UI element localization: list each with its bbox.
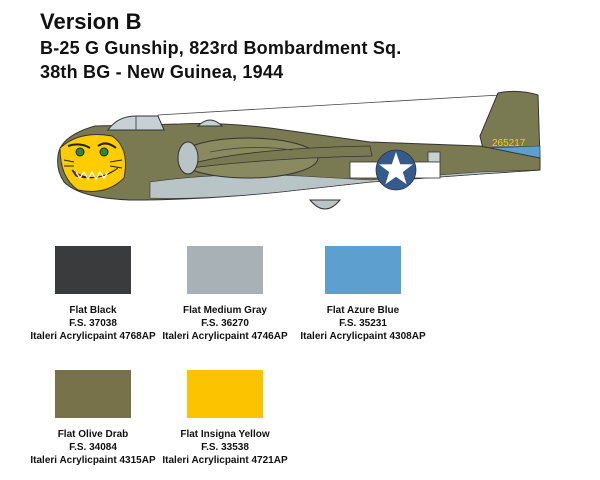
engine-cowling — [178, 142, 198, 174]
tail-serial: 265217 — [492, 138, 526, 149]
italeri-paint-code: Italeri Acrylicpaint 4768AP — [30, 331, 156, 342]
color-swatch — [55, 370, 131, 418]
title-block — [40, 8, 401, 84]
swatch-card-flat-olive-drab — [18, 370, 168, 467]
swatch-card-flat-azure-blue — [288, 246, 438, 343]
italeri-paint-code: Italeri Acrylicpaint 4746AP — [162, 331, 288, 342]
color-swatch — [325, 246, 401, 294]
swatch-card-flat-insigna-yellow — [150, 370, 300, 467]
fs-number: F.S. 37038 — [69, 318, 117, 329]
version-title: Version B — [40, 9, 142, 34]
color-swatch — [187, 246, 263, 294]
top-turret — [198, 120, 222, 126]
paint-name: Flat Medium Gray — [183, 305, 267, 316]
paint-name: Flat Insigna Yellow — [180, 429, 270, 440]
swatch-card-flat-black — [18, 246, 168, 343]
fs-number: F.S. 34084 — [69, 442, 117, 453]
ventral-gondola — [310, 200, 340, 209]
aircraft-subtitle: B-25 G Gunship, 823rd Bombardment Sq. — [40, 38, 402, 58]
color-swatch — [187, 370, 263, 418]
color-swatch — [55, 246, 131, 294]
unit-location-subtitle: 38th BG - New Guinea, 1944 — [40, 62, 284, 82]
paint-name: Flat Azure Blue — [326, 305, 400, 316]
fs-number: F.S. 36270 — [201, 318, 249, 329]
waist-window — [428, 152, 440, 162]
paint-name: Flat Olive Drab — [57, 429, 129, 440]
paint-name: Flat Black — [69, 305, 117, 316]
fs-number: F.S. 33538 — [201, 442, 249, 453]
tiger-nose-art — [60, 135, 126, 192]
swatch-card-flat-medium-gray — [150, 246, 300, 343]
aircraft-profile-illustration — [40, 86, 560, 236]
antenna-wire — [158, 95, 500, 115]
fs-number: F.S. 35231 — [339, 318, 387, 329]
italeri-paint-code: Italeri Acrylicpaint 4721AP — [162, 455, 288, 466]
italeri-paint-code: Italeri Acrylicpaint 4315AP — [30, 455, 156, 466]
italeri-paint-code: Italeri Acrylicpaint 4308AP — [300, 331, 426, 342]
